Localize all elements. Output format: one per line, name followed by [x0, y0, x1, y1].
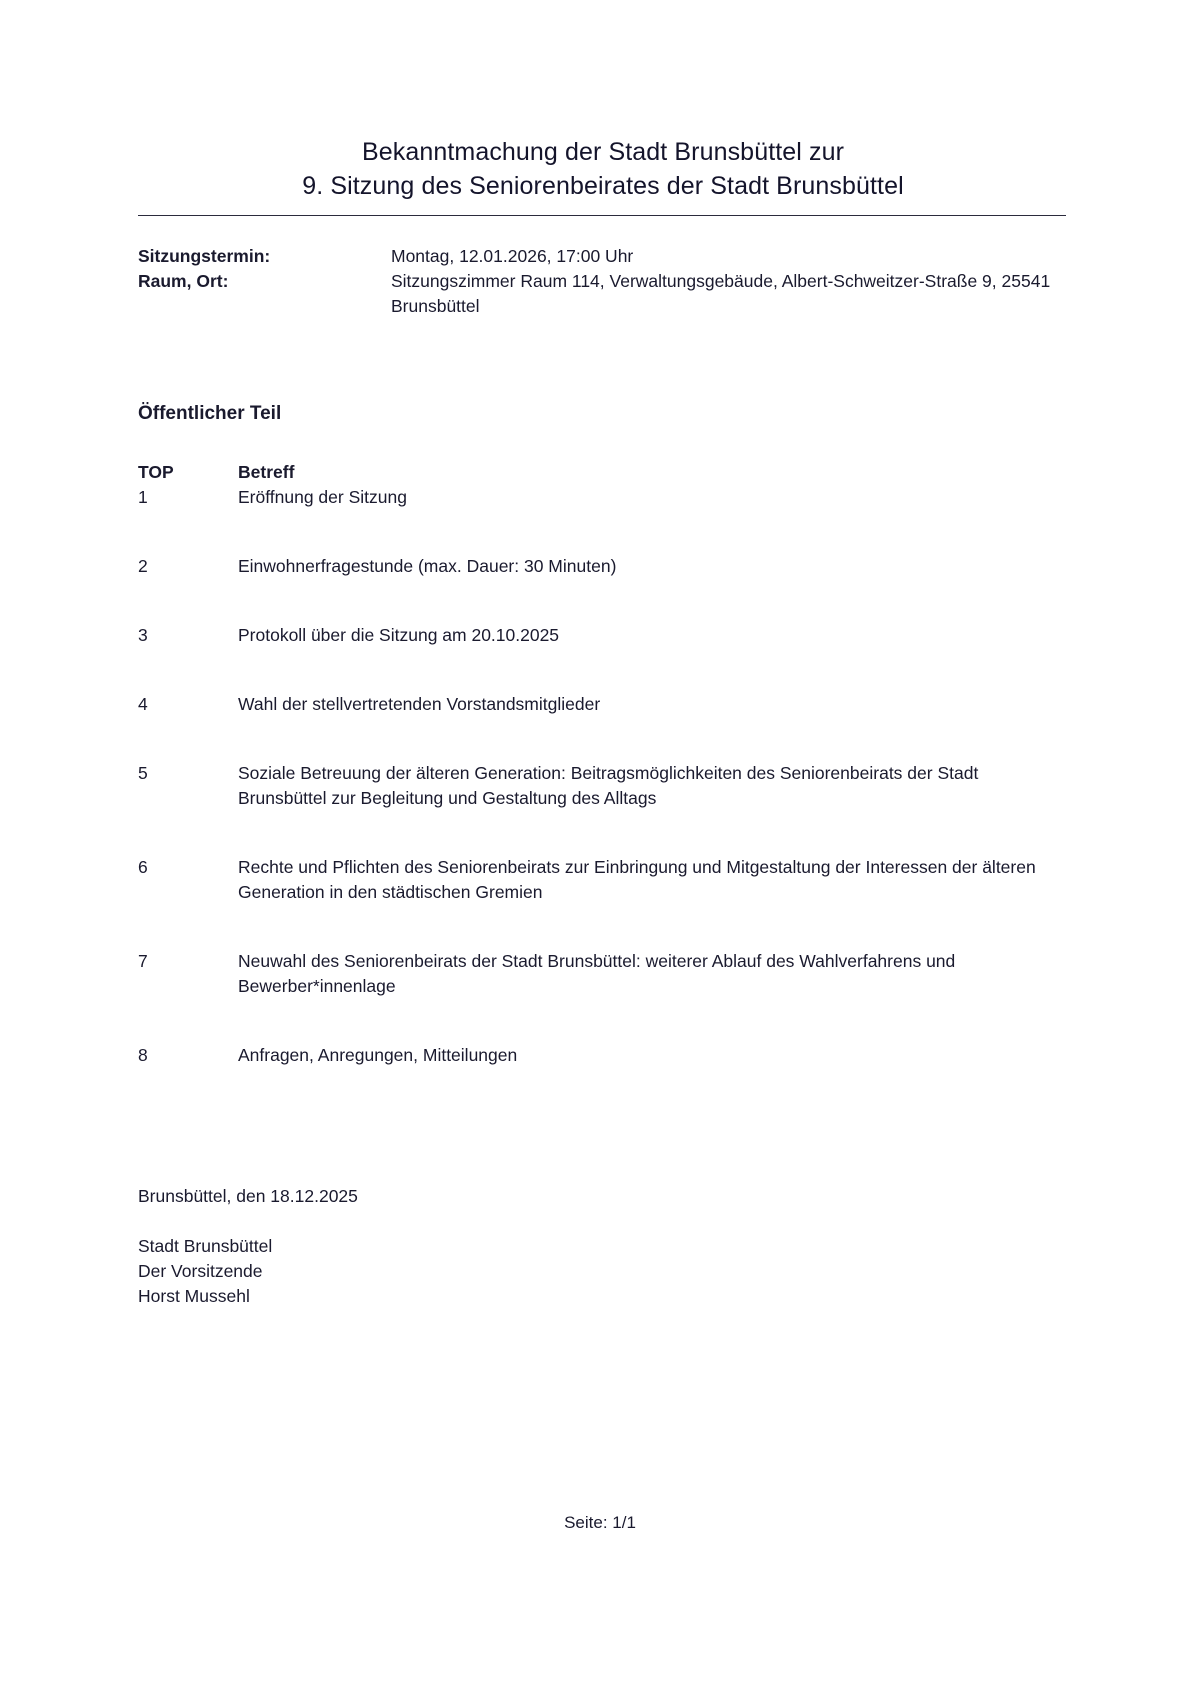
agenda-item-subject: Soziale Betreuung der älteren Generation: Beitragsmöglichkeiten des Seniorenbeirats der Stadt Brunsbüttel zur Begleitung und Gestaltung des Alltags [238, 763, 979, 808]
agenda-item-number: 7 [138, 951, 148, 971]
agenda-item-subject: Rechte und Pflichten des Seniorenbeirats zur Einbringung und Mitgestaltung der Interessen der älteren Generation in den städtischen Gremien [238, 857, 1036, 902]
agenda-item-number: 2 [138, 556, 148, 576]
agenda-item-subject: Anfragen, Anregungen, Mitteilungen [238, 1045, 518, 1065]
section-heading-public-part: Öffentlicher Teil [138, 403, 282, 424]
signature-name: Horst Mussehl [138, 1286, 250, 1306]
agenda-item-number: 4 [138, 694, 148, 714]
document-content [138, 0, 1068, 1309]
agenda-item-number: 8 [138, 1045, 148, 1065]
page-title [138, 135, 1068, 203]
table-row [138, 761, 1068, 811]
page-footer: Seite: 1/1 [564, 1513, 636, 1532]
agenda-item-number: 6 [138, 857, 148, 877]
closing-block [138, 1184, 1068, 1309]
meta-label-date: Sitzungstermin: [138, 246, 271, 266]
page-title-line-2: 9. Sitzung des Seniorenbeirates der Stadt Brunsbüttel [302, 172, 904, 200]
agenda-header-top: TOP [138, 462, 174, 482]
signature-role: Der Vorsitzende [138, 1261, 263, 1281]
agenda-header-subject: Betreff [238, 462, 295, 482]
meeting-meta [138, 244, 1068, 319]
table-row [138, 855, 1068, 905]
agenda-item-subject: Einwohnerfragestunde (max. Dauer: 30 Minuten) [238, 556, 617, 576]
table-row [138, 554, 1068, 579]
meta-row-date [138, 244, 1068, 269]
title-divider [138, 215, 1066, 216]
page-title-line-1: Bekanntmachung der Stadt Brunsbüttel zur [361, 138, 845, 166]
table-row [138, 949, 1068, 999]
signature-organisation: Stadt Brunsbüttel [138, 1236, 273, 1256]
signature-block [138, 1234, 1068, 1309]
agenda-item-subject: Eröffnung der Sitzung [238, 487, 407, 507]
agenda-item-subject: Protokoll über die Sitzung am 20.10.2025 [238, 625, 560, 645]
meta-label-location: Raum, Ort: [138, 271, 229, 291]
agenda-item-number: 5 [138, 763, 148, 783]
agenda-header-row [138, 460, 1068, 485]
meta-value-date: Montag, 12.01.2026, 17:00 Uhr [391, 246, 634, 266]
agenda-item-subject: Wahl der stellvertretenden Vorstandsmitglieder [238, 694, 601, 714]
place-and-date: Brunsbüttel, den 18.12.2025 [138, 1186, 358, 1206]
meta-value-location: Sitzungszimmer Raum 114, Verwaltungsgebäude, Albert-Schweitzer-Straße 9, 25541 Brunsbüttel [391, 271, 1051, 316]
agenda-item-number: 3 [138, 625, 148, 645]
agenda-item-subject: Neuwahl des Seniorenbeirats der Stadt Brunsbüttel: weiterer Ablauf des Wahlverfahrens und Bewerber*innenlage [238, 951, 956, 996]
agenda-table [138, 460, 1068, 1068]
table-row [138, 1043, 1068, 1068]
meta-row-location [138, 269, 1068, 319]
table-row [138, 485, 1068, 510]
table-row [138, 692, 1068, 717]
agenda-item-number: 1 [138, 487, 148, 507]
table-row [138, 623, 1068, 648]
